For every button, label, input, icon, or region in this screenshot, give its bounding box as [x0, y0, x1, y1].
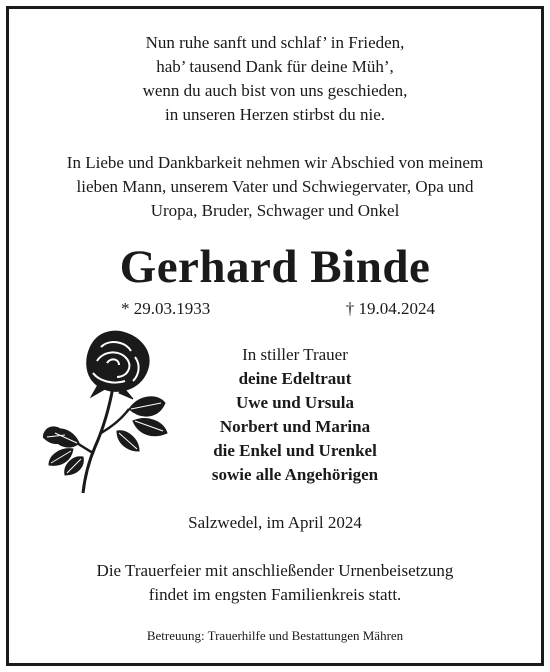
mourner-line: sowie alle Angehörigen	[211, 465, 379, 484]
funeral-note-line: findet im engsten Familienkreis statt.	[148, 585, 402, 604]
poem-line: wenn du auch bist von uns geschieden,	[142, 81, 408, 100]
poem-line: in unseren Herzen stirbst du nie.	[165, 105, 385, 124]
mourner-line: deine Edeltraut	[238, 369, 352, 388]
obituary-card	[6, 6, 544, 666]
funeral-note-line: Die Trauerfeier mit anschließender Urnenbeisetzung	[96, 561, 454, 580]
poem-line: hab’ tausend Dank für deine Müh’,	[156, 57, 394, 76]
death-date: † 19.04.2024	[345, 299, 435, 318]
funeral-home-credit: Betreuung: Trauerhilfe und Bestattungen Mähren	[146, 628, 404, 643]
deceased-name: Gerhard Binde	[119, 241, 431, 293]
place-date: Salzwedel, im April 2024	[188, 513, 362, 532]
mourning-heading: In stiller Trauer	[242, 345, 348, 364]
rose-icon	[43, 329, 173, 495]
mourner-line: Uwe und Ursula	[235, 393, 355, 412]
life-dates	[121, 297, 435, 321]
mourner-line: Norbert und Marina	[219, 417, 371, 436]
intro-line: Uropa, Bruder, Schwager und Onkel	[150, 201, 400, 220]
mourner-line: die Enkel und Urenkel	[213, 441, 377, 460]
birth-date: * 29.03.1933	[121, 299, 211, 318]
poem-line: Nun ruhe sanft und schlaf’ in Frieden,	[145, 33, 405, 52]
intro-line: lieben Mann, unserem Vater und Schwiegervater, Opa und	[76, 177, 474, 196]
intro-line: In Liebe und Dankbarkeit nehmen wir Abschied von meinem	[66, 153, 484, 172]
